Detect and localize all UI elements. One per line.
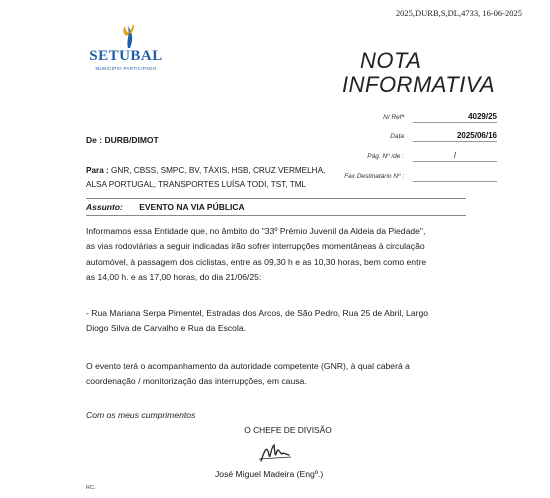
pages-value: /	[413, 151, 497, 162]
closing-text: Com os meus cumprimentos	[86, 410, 196, 420]
body-paragraph-3	[86, 359, 471, 390]
body-p2-line-1: - Rua Mariana Serpa Pimentel, Estradas dos Arcos, de São Pedro, Rua 25 de Abril, Largo	[86, 308, 429, 318]
logo-text: SETUBAL	[89, 48, 163, 64]
document-title	[342, 49, 495, 97]
body-p1-line-2: as vias rodoviárias a seguir indicadas irão sofrer interrupções momentâneas à circulação	[86, 241, 425, 252]
to-block	[86, 164, 346, 192]
body-p3-line-1: O evento terá o acompanhamento da autoridade competente (GNR), à qual caberá a	[86, 361, 410, 371]
fax-label: Fax Destinatário Nº :	[344, 173, 404, 180]
body-p3-line-2: coordenação / monitorização das interrupções, em causa.	[86, 376, 307, 387]
ref-label: N/ Refª	[383, 114, 404, 121]
pages-label: Pág. Nº /de :	[367, 153, 404, 160]
date-value: 2025/06/16	[413, 131, 497, 142]
signer-role: O CHEFE DE DIVISÃO	[244, 425, 332, 435]
signer-name: José Miguel Madeira (Engº.)	[215, 469, 324, 479]
body-paragraph-2	[86, 306, 471, 337]
to-line-1: GNR, CBSS, SMPC, BV, TÁXIS, HSB, CRUZ VERMELHA,	[111, 166, 326, 175]
body-p2-line-2: Diogo Silva de Carvalho e Rua da Escola.	[86, 323, 247, 334]
reference-stamp: 2025,DURB,S,DL,4733, 16-06-2025	[395, 8, 522, 18]
fax-value	[413, 171, 497, 182]
body-p1-line-4: as 14,00 h. e as 17,00 horas, do dia 21/06/25:	[86, 272, 262, 283]
to-label: Para :	[86, 166, 109, 175]
title-line-2: INFORMATIVA	[342, 72, 495, 97]
from-line	[86, 135, 159, 145]
footer-rc: RC.	[86, 485, 96, 491]
from-value: DURB/DIMOT	[104, 135, 159, 145]
body-p1-line-3: automóvel, à passagem dos ciclistas, entre as 09,30 h e as 10,30 horas, bem como entre	[86, 256, 427, 267]
body-p1-line-1: Informamos essa Entidade que, no âmbito do "33º Prémio Juvenil da Aldeia da Piedade",	[86, 226, 426, 236]
logo-flame-icon	[118, 22, 138, 48]
subject-rule-bottom	[86, 215, 466, 216]
subject-label: Assunto:	[86, 202, 123, 212]
date-label: Data	[390, 133, 404, 140]
ref-value: 4029/25	[413, 112, 497, 123]
subject-line	[86, 202, 245, 212]
subject-rule-top	[86, 198, 466, 199]
handwritten-signature-icon	[255, 441, 295, 467]
to-line-2: ALSA PORTUGAL, TRANSPORTES LUÍSA TODI, TST, TML	[86, 180, 307, 189]
body-paragraph-1	[86, 224, 471, 286]
logo-subtext: MUNICÍPIO PARTICIPADO	[95, 66, 157, 71]
subject-value: EVENTO NA VIA PÚBLICA	[139, 202, 245, 212]
title-line-1: NOTA	[360, 48, 422, 73]
from-label: De :	[86, 135, 103, 145]
setubal-logo	[86, 22, 166, 74]
